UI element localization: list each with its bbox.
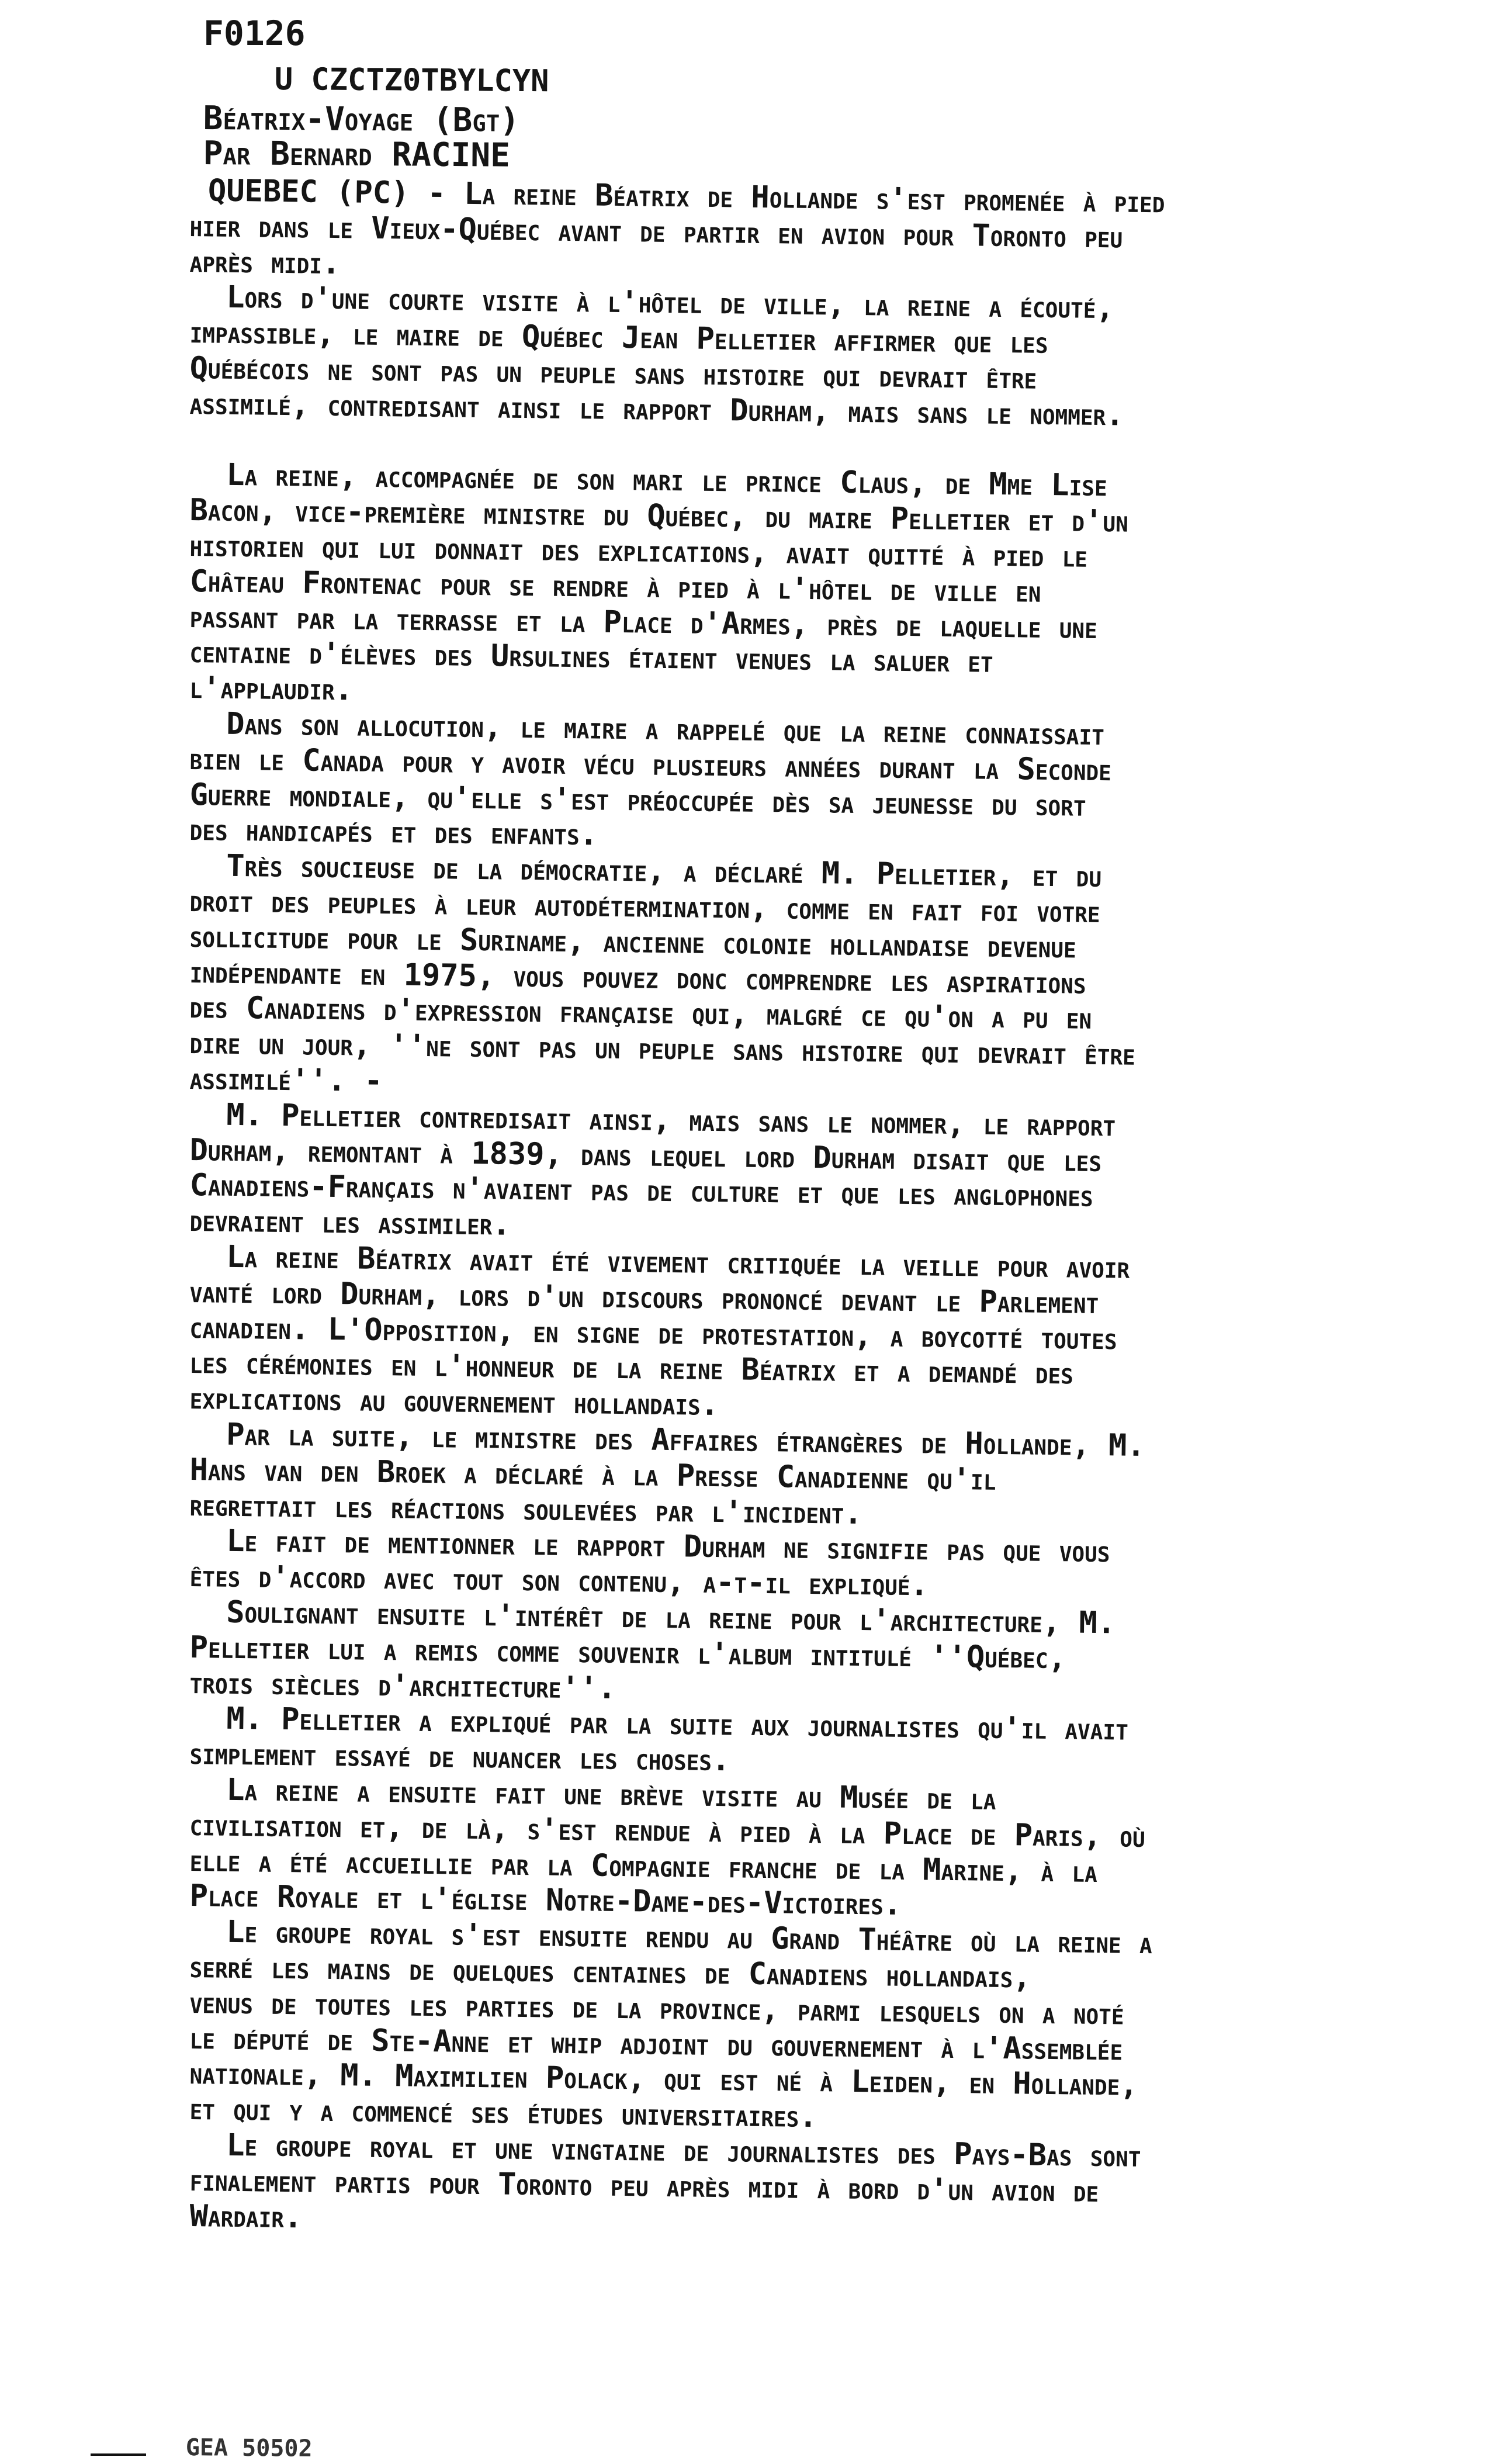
body-line: centaine d'élèves des Ursulines étaient venues la saluer et	[189, 635, 994, 680]
body-line: Soulignant ensuite l'intérêt de la reine pour l'architecture, M.	[189, 1594, 1116, 1641]
body-line: M. Pelletier contredisait ainsi, mais sans le nommer, le rapport	[189, 1096, 1116, 1144]
body-line: impassible, le maire de Québec Jean Pelletier affirmer que les	[189, 315, 1048, 361]
body-line: Lors d'une courte visite à l'hôtel de ville, la reine a écouté,	[189, 279, 1115, 326]
body-line: dire un jour, ''ne sont pas un peuple sans histoire qui devrait être	[189, 1026, 1136, 1072]
body-line: Le groupe royal s'est ensuite rendu au Grand Théâtre où la reine a	[189, 1914, 1153, 1961]
body-line: des Canadiens d'expression française qui, malgré ce qu'on a pu en	[189, 990, 1092, 1037]
body-line: nationale, M. Maximilien Polack, qui est né à Leiden, en Hollande,	[189, 2056, 1139, 2103]
body-line: êtes d'accord avec tout son contenu, a-t-il expliqué.	[189, 1559, 929, 1603]
body-line: Le groupe royal et une vingtaine de journalistes des Pays-Bas sont	[189, 2127, 1141, 2174]
byline: Par Bernard RACINE	[203, 134, 511, 175]
body-line: Dans son allocution, le maire a rappelé que la reine connaissait	[189, 706, 1105, 753]
body-line: Très soucieuse de la démocratie, a déclaré M. Pelletier, et du	[189, 848, 1102, 895]
transmission-code: U CZCTZ0TBYLCYN	[274, 62, 549, 99]
body-line: droit des peuples à leur autodétermination, comme en fait foi votre	[189, 884, 1101, 930]
footer-code: GEA 50502	[185, 2434, 313, 2462]
body-line: après midi.	[189, 244, 341, 281]
body-line: assimilé''. -	[189, 1061, 383, 1099]
body-line: Par la suite, le ministre des Affaires étrangères de Hollande, M.	[189, 1417, 1146, 1463]
body-line: l'applaudir.	[189, 670, 354, 708]
body-line: M. Pelletier a expliqué par la suite aux journalistes qu'il avait	[189, 1701, 1129, 1748]
body-line: devraient les assimiler.	[189, 1203, 511, 1243]
body-line: Québécois ne sont pas un peuple sans histoire qui devrait être	[189, 351, 1037, 396]
body-line: serré les mains de quelques centaines de Canadiens hollandais,	[189, 1950, 1032, 1995]
body-line: indépendante en 1975, vous pouvez donc comprendre les aspirations	[189, 954, 1086, 1001]
body-line: Pelletier lui a remis comme souvenir l'album intitulé ''Québec,	[189, 1629, 1067, 1676]
body-line: venus de toutes les parties de la province, parmi lesquels on a noté	[189, 1985, 1124, 2032]
body-line: Durham, remontant à 1839, dans lequel lord Durham disait que les	[189, 1132, 1102, 1179]
body-line: Guerre mondiale, qu'elle s'est préoccupée dès sa jeunesse du sort	[189, 777, 1086, 823]
footer-rule	[91, 2453, 146, 2456]
body-line: La reine a ensuite fait une brève visite au Musée de la	[189, 1772, 996, 1817]
body-line: Bacon, vice-première ministre du Québec, du maire Pelletier et d'un	[189, 493, 1129, 539]
body-line: les cérémonies en l'honneur de la reine Béatrix et a demandé des	[189, 1345, 1074, 1392]
body-line: Le fait de mentionner le rapport Durham ne signifie pas que vous	[189, 1523, 1110, 1570]
body-line: hier dans le Vieux-Québec avant de partir en avion pour Toronto peu	[189, 208, 1123, 255]
body-line: assimilé, contredisant ainsi le rapport Durham, mais sans le nommer.	[189, 386, 1124, 433]
body-line: trois siècles d'architecture''.	[189, 1665, 616, 1706]
body-line: canadien. L'Opposition, en signe de protestation, a boycotté toutes	[189, 1310, 1117, 1356]
body-line: Hans van den Broek a déclaré à la Presse Canadienne qu'il	[189, 1452, 996, 1497]
body-line: bien le Canada pour y avoir vécu plusieurs années durant la Seconde	[189, 741, 1112, 788]
body-line: elle a été accueillie par la Compagnie franche de la Marine, à la	[189, 1843, 1098, 1889]
body-line: des handicapés et des enfants.	[189, 812, 598, 853]
body-line: simplement essayé de nuancer les choses.	[189, 1736, 730, 1778]
body-line: historien qui lui donnait des explications, avait quitté à pied le	[189, 528, 1088, 575]
slug-code: F0126	[203, 13, 306, 53]
body-line: vanté lord Durham, lors d'un discours prononcé devant le Parlement	[189, 1274, 1099, 1321]
body-line: civilisation et, de là, s'est rendue à pied à la Place de Paris, où	[189, 1807, 1146, 1854]
body-line: QUEBEC (PC) - La reine Béatrix de Hollande s'est promenée à pied	[189, 173, 1165, 220]
body-line: explications au gouvernement hollandais.	[189, 1381, 719, 1423]
body-line: sollicitude pour le Suriname, ancienne colonie hollandaise devenue	[189, 919, 1077, 965]
body-line: regrettait les réactions soulevées par l'incident.	[189, 1487, 863, 1531]
body-line: Place Royale et l'église Notre-Dame-des-Victoires.	[189, 1878, 902, 1923]
body-line: le député de Ste-Anne et whip adjoint du gouvernement à l'Assemblée	[189, 2020, 1123, 2068]
body-line: finalement partis pour Toronto peu après midi à bord d'un avion de	[189, 2162, 1099, 2209]
body-line: La reine Béatrix avait été vivement critiquée la veille pour avoir	[189, 1239, 1130, 1286]
story-title: Béatrix-Voyage (Bgt)	[203, 99, 520, 140]
body-line: et qui y a commencé ses études universitaires.	[189, 2092, 818, 2135]
body-line: La reine, accompagnée de son mari le prince Claus, de Mme Lise	[189, 457, 1108, 504]
body-line: Wardair.	[189, 2198, 303, 2235]
body-line: Canadiens-Français n'avaient pas de culture et que les anglophones	[189, 1168, 1094, 1214]
body-line: Château Frontenac pour se rendre à pied à l'hôtel de ville en	[189, 563, 1041, 610]
body-line: passant par la terrasse et la Place d'Armes, près de laquelle une	[189, 599, 1098, 646]
